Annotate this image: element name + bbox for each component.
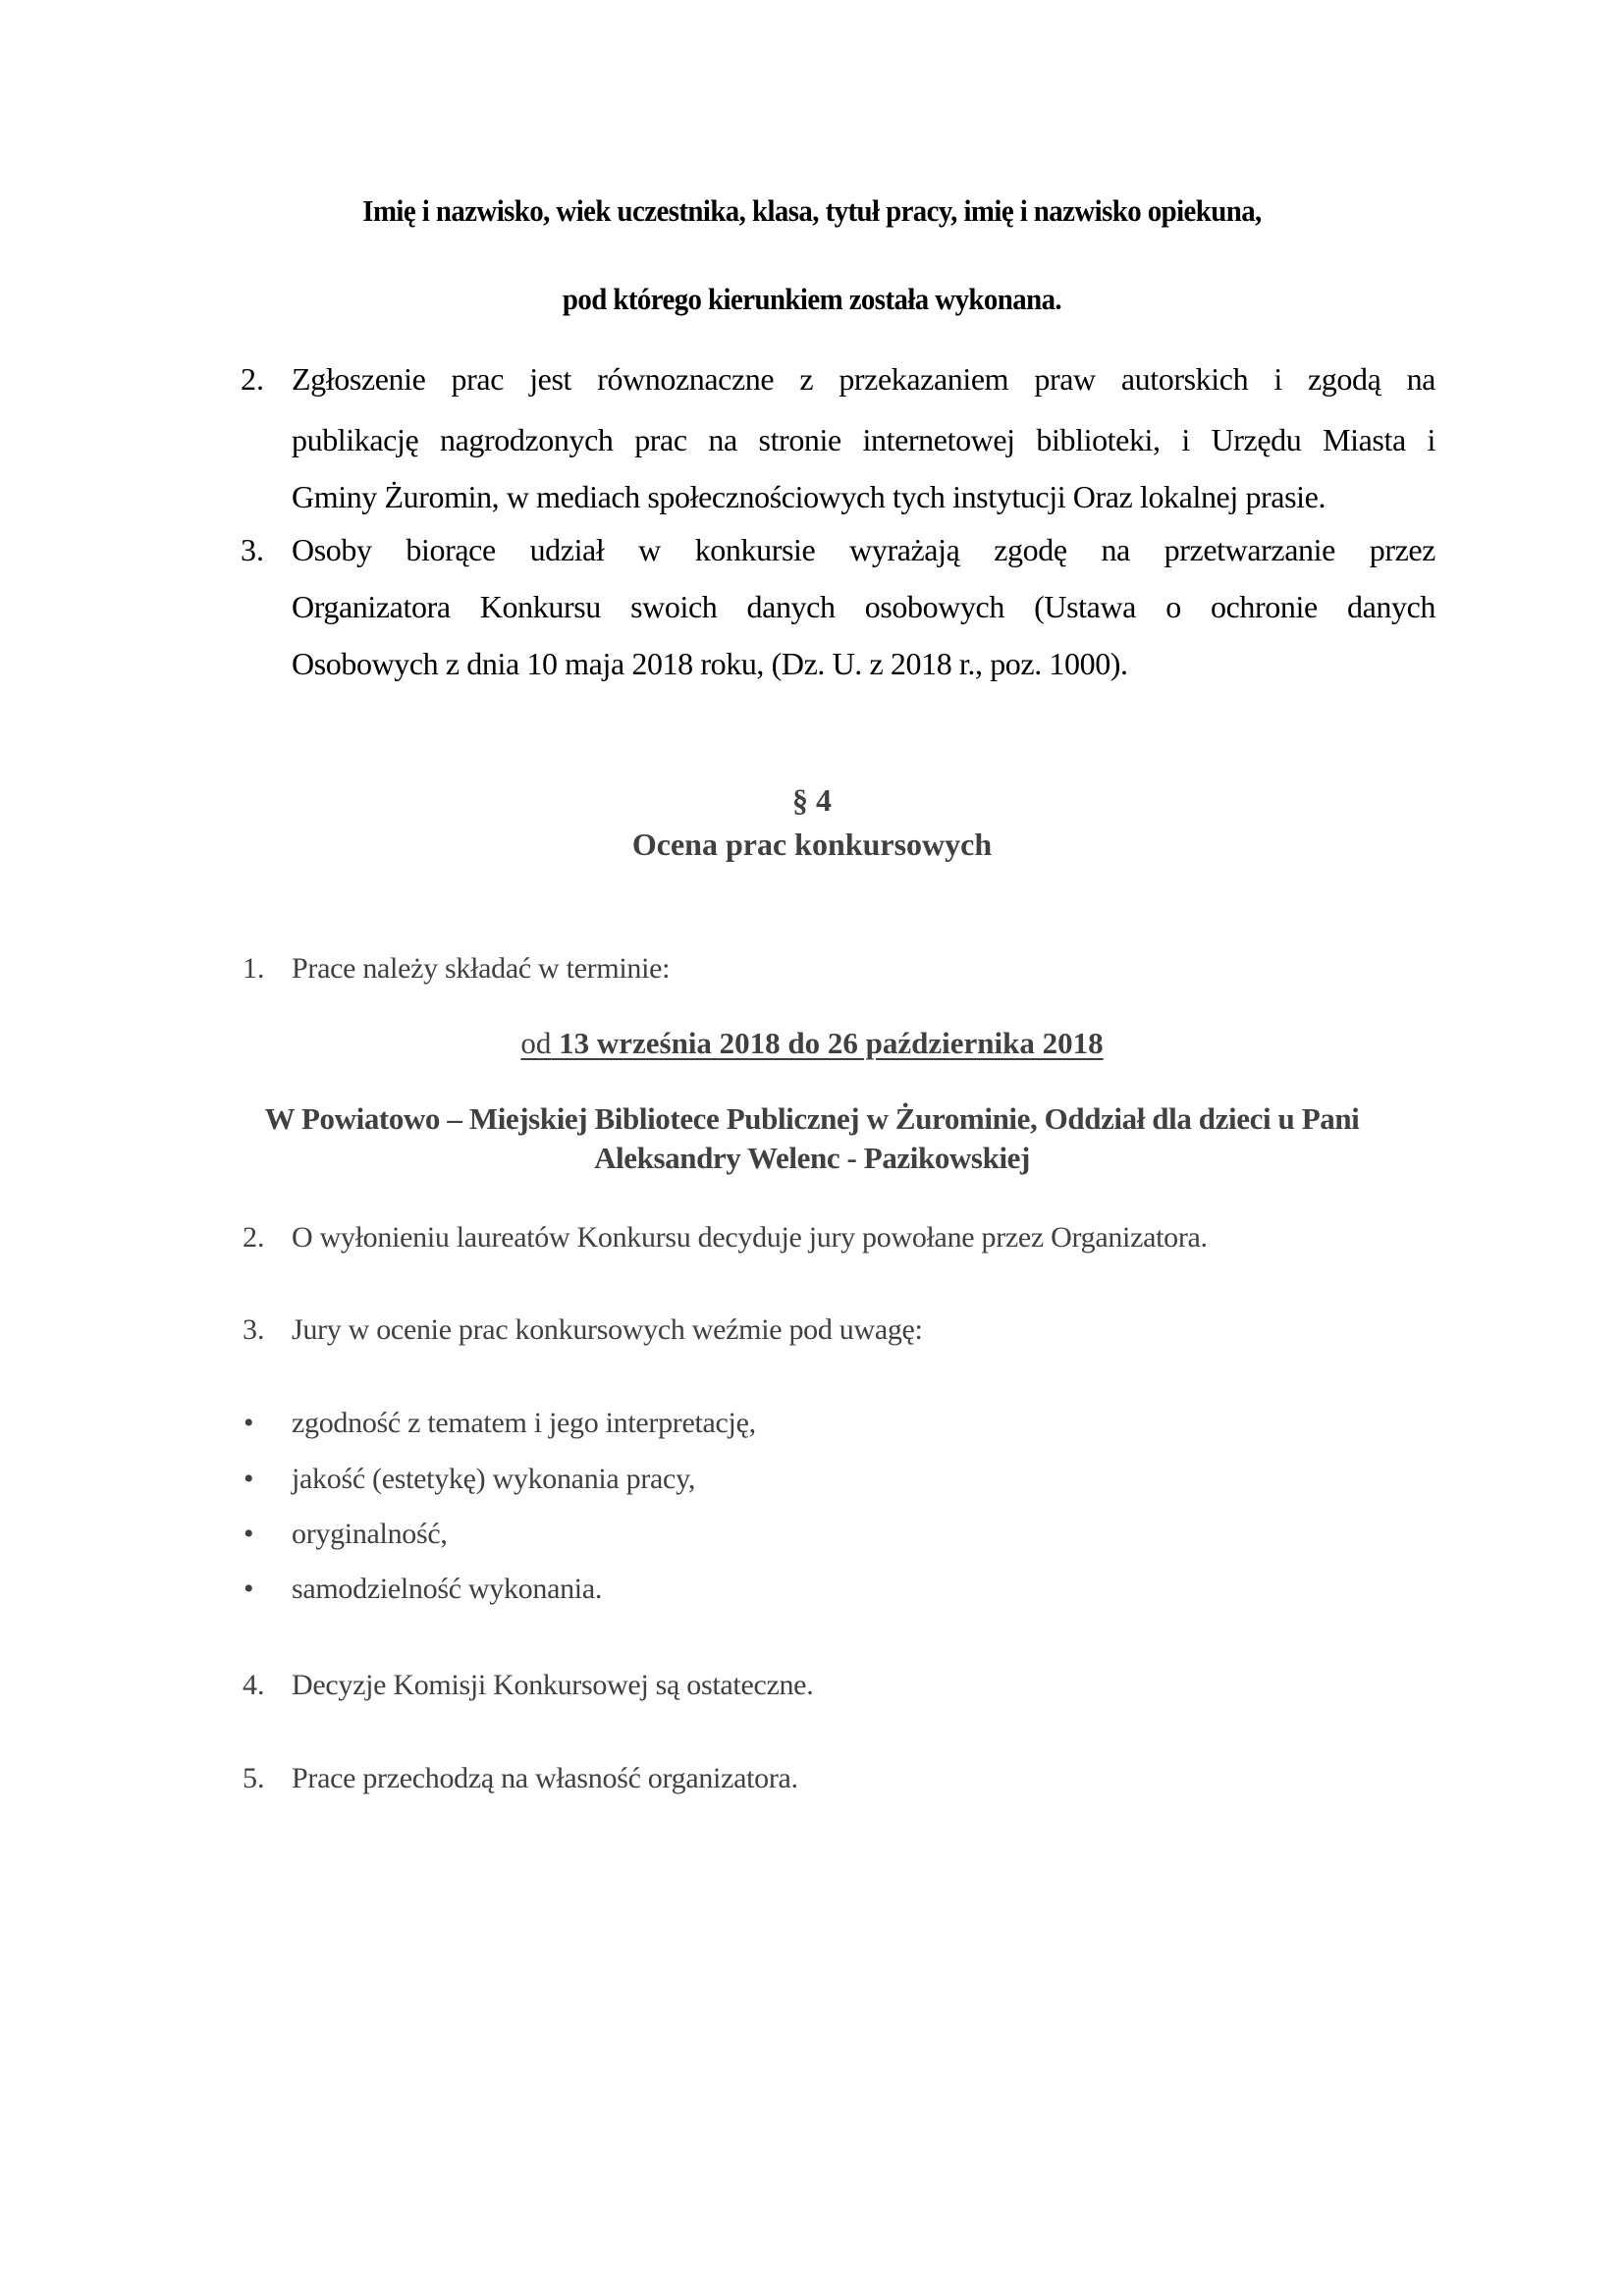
location-line-1: W Powiatowo – Miejskiej Bibliotece Publicznej w Żurominie, Oddział dla dzieci u Pani [264, 1101, 1360, 1136]
section-symbol: § 4 [792, 782, 832, 818]
header-line-2: pod którego kierunkiem została wykonana. [562, 282, 1062, 316]
bullet-icon: • [244, 1407, 254, 1439]
section-item-4-text: Decyzje Komisji Konkursowej są ostateczne. [292, 1669, 814, 1701]
date-range-prefix: od [520, 1026, 552, 1060]
bullet-icon: • [244, 1518, 254, 1550]
section-item-3-number: 3. [243, 1313, 265, 1346]
top-item-3-line-1: Osoby biorące udział w konkursie wyrażają zgodę na przetwarzanie przez [292, 532, 1435, 567]
location-line-2: Aleksandry Welenc - Pazikowskiej [594, 1141, 1030, 1175]
date-range [0, 1026, 1624, 1061]
header-line-1: Imię i nazwisko, wiek uczestnika, klasa, tytuł pracy, imię i nazwisko opiekuna, [362, 193, 1262, 228]
bullet-item-1: zgodność z tematem i jego interpretację, [292, 1407, 756, 1439]
bullet-icon: • [244, 1463, 254, 1495]
section-item-5-text: Prace przechodzą na własność organizatora. [292, 1762, 798, 1794]
section-item-1-text: Prace należy składać w terminie: [292, 952, 671, 985]
bullet-item-3: oryginalność, [292, 1518, 448, 1550]
section-item-1-number: 1. [243, 952, 265, 985]
top-item-2-line-1: Zgłoszenie prac jest równoznaczne z przekazaniem praw autorskich i zgodą na [292, 361, 1435, 397]
top-item-2-line-3: Gminy Żuromin, w mediach społecznościowych tych instytucji Oraz lokalnej prasie. [292, 479, 1326, 514]
section-item-5-number: 5. [243, 1762, 265, 1794]
bullet-icon: • [244, 1573, 254, 1605]
section-item-2-text: O wyłonieniu laureatów Konkursu decyduje jury powołane przez Organizatora. [292, 1221, 1208, 1254]
section-title: Ocena prac konkursowych [631, 827, 993, 862]
top-item-2-line-2: publikację nagrodzonych prac na stronie internetowej biblioteki, i Urzędu Miasta i [292, 422, 1435, 457]
section-item-4-number: 4. [243, 1669, 265, 1701]
top-item-3-number: 3. [241, 532, 264, 567]
bullet-item-2: jakość (estetykę) wykonania pracy, [292, 1463, 696, 1495]
top-item-3-line-2: Organizatora Konkursu swoich danych osobowych (Ustawa o ochronie danych [292, 589, 1435, 624]
date-range-dates: 13 września 2018 do 26 października 2018 [559, 1026, 1104, 1060]
bullet-item-4: samodzielność wykonania. [292, 1573, 603, 1605]
section-item-3-text: Jury w ocenie prac konkursowych weźmie pod uwagę: [292, 1313, 923, 1346]
top-item-3-line-3: Osobowych z dnia 10 maja 2018 roku, (Dz. U. z 2018 r., poz. 1000). [292, 646, 1128, 681]
section-item-2-number: 2. [243, 1221, 265, 1254]
top-item-2-number: 2. [241, 361, 264, 397]
